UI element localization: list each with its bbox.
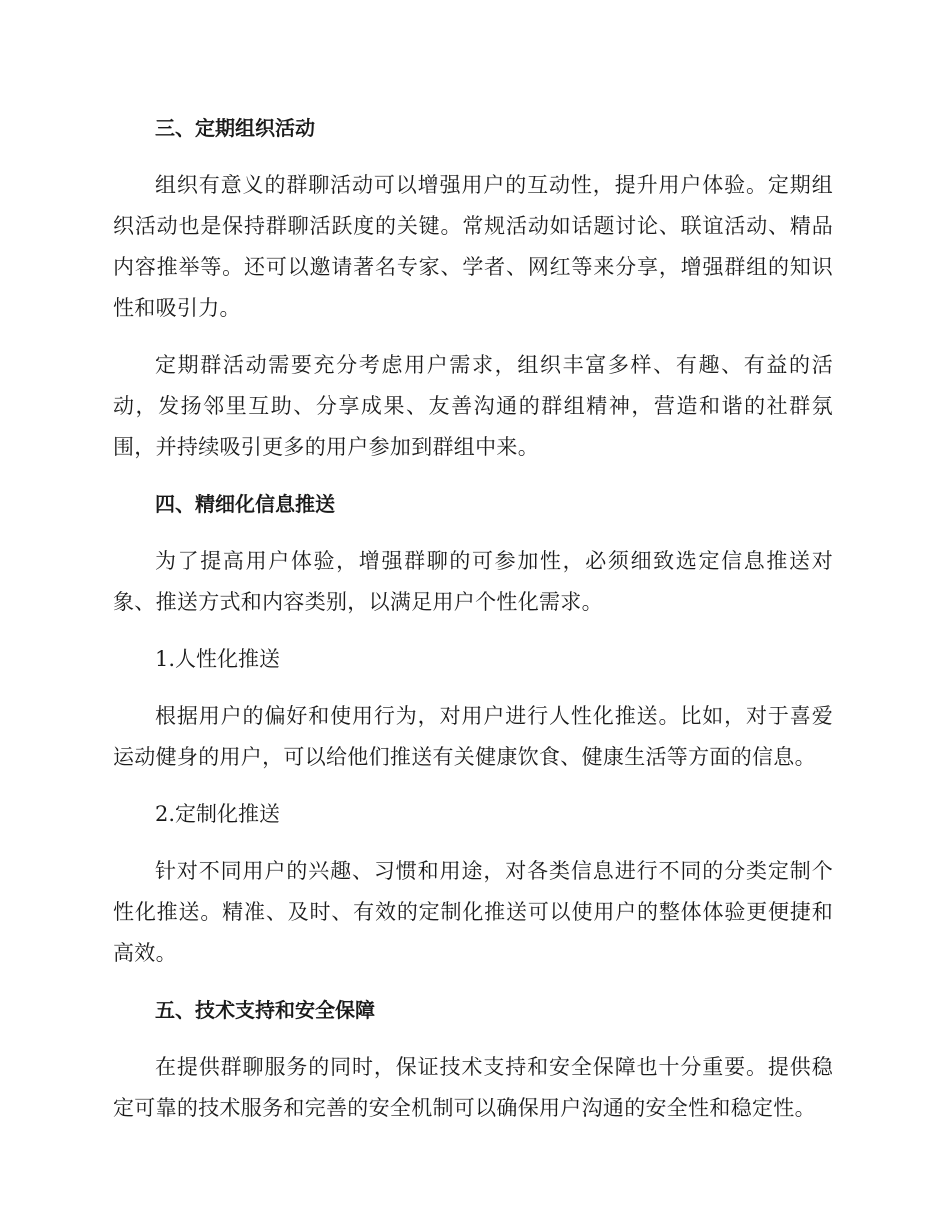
subsection-title: 1.人性化推送 bbox=[155, 647, 281, 671]
section-heading-4: 四、精细化信息推送 bbox=[155, 492, 335, 516]
section-heading-5: 五、技术支持和安全保障 bbox=[155, 998, 375, 1022]
paragraph: 针对不同用户的兴趣、习惯和用途，对各类信息进行不同的分类定制个性化推送。精准、及时、有效的定制化推送可以使用户的整体体验更便捷和高效。 bbox=[113, 859, 833, 965]
paragraph: 组织有意义的群聊活动可以增强用户的互动性，提升用户体验。定期组织活动也是保持群聊活跃度的关键。常规活动如话题讨论、联谊活动、精品内容推举等。还可以邀请著名专家、学者、网红等来分享，增强群组的知识性和吸引力。 bbox=[113, 173, 833, 320]
paragraph: 为了提高用户体验，增强群聊的可参加性，必须细致选定信息推送对象、推送方式和内容类别，以满足用户个性化需求。 bbox=[113, 549, 833, 614]
paragraph: 根据用户的偏好和使用行为，对用户进行人性化推送。比如，对于喜爱运动健身的用户，可以给他们推送有关健康饮食、健康生活等方面的信息。 bbox=[113, 704, 833, 769]
paragraph: 在提供群聊服务的同时，保证技术支持和安全保障也十分重要。提供稳定可靠的技术服务和完善的安全机制可以确保用户沟通的安全性和稳定性。 bbox=[113, 1055, 833, 1120]
document-body bbox=[113, 108, 833, 1145]
section-heading-3: 三、定期组织活动 bbox=[155, 116, 315, 140]
paragraph: 定期群活动需要充分考虑用户需求，组织丰富多样、有趣、有益的活动，发扬邻里互助、分享成果、友善沟通的群组精神，营造和谐的社群氛围，并持续吸引更多的用户参加到群组中来。 bbox=[113, 353, 833, 459]
subsection-title: 2.定制化推送 bbox=[155, 802, 281, 826]
